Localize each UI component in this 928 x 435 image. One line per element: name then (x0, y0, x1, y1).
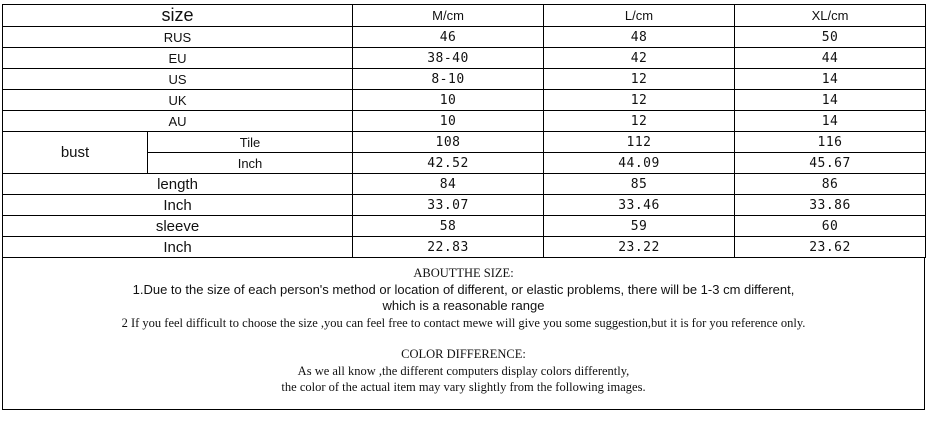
table-cell: 58 (353, 216, 544, 237)
table-row (3, 111, 926, 132)
table-cell: 14 (735, 111, 926, 132)
table-cell: 38-40 (353, 48, 544, 69)
table-cell: 86 (735, 174, 926, 195)
table-cell: 45.67 (735, 153, 926, 174)
header-row (3, 5, 926, 27)
table-cell: 42.52 (353, 153, 544, 174)
row-label-uk: UK (3, 90, 353, 111)
size-header: size (3, 5, 353, 27)
size-note-1: 1.Due to the size of each person's method or location of different, or elastic problems, there will be 1-3 cm different, (132, 281, 795, 297)
table-cell: 60 (735, 216, 926, 237)
table-cell: 85 (544, 174, 735, 195)
table-cell: 116 (735, 132, 926, 153)
row-label-sleeve-inch: Inch (3, 237, 353, 258)
notes-spacer (3, 331, 924, 346)
table-row (3, 90, 926, 111)
table-cell: 12 (544, 111, 735, 132)
size-xl-header: XL/cm (735, 5, 926, 27)
row-label-bust-inch: Inch (148, 153, 353, 174)
table-cell: 23.62 (735, 237, 926, 258)
table-cell: 22.83 (353, 237, 544, 258)
color-note-2: the color of the actual item may vary slightly from the following images. (281, 380, 646, 394)
table-cell: 48 (544, 27, 735, 48)
table-cell: 44 (735, 48, 926, 69)
table-cell: 112 (544, 132, 735, 153)
table-cell: 8-10 (353, 69, 544, 90)
table-cell: 46 (353, 27, 544, 48)
size-m-header: M/cm (353, 5, 544, 27)
notes-panel (2, 258, 925, 410)
table-cell: 33.07 (353, 195, 544, 216)
row-label-rus: RUS (3, 27, 353, 48)
row-label-au: AU (3, 111, 353, 132)
row-label-us: US (3, 69, 353, 90)
table-cell: 12 (544, 90, 735, 111)
table-cell: 10 (353, 90, 544, 111)
row-label-sleeve: sleeve (3, 216, 353, 237)
size-note-1-continued: which is a reasonable range (382, 298, 545, 313)
table-row (3, 237, 926, 258)
table-row (3, 132, 926, 153)
table-row (3, 174, 926, 195)
table-cell: 12 (544, 69, 735, 90)
color-notes-title: COLOR DIFFERENCE: (401, 347, 526, 361)
size-notes-title: ABOUTTHE SIZE: (413, 266, 514, 280)
table-cell: 23.22 (544, 237, 735, 258)
table-row (3, 27, 926, 48)
table-cell: 14 (735, 90, 926, 111)
table-cell: 10 (353, 111, 544, 132)
table-row (3, 195, 926, 216)
table-cell: 59 (544, 216, 735, 237)
table-cell: 33.86 (735, 195, 926, 216)
row-label-length: length (3, 174, 353, 195)
table-row (3, 69, 926, 90)
table-row (3, 216, 926, 237)
table-cell: 84 (353, 174, 544, 195)
table-cell: 33.46 (544, 195, 735, 216)
table-cell: 14 (735, 69, 926, 90)
table-cell: 108 (353, 132, 544, 153)
size-table (2, 4, 926, 258)
table-cell: 50 (735, 27, 926, 48)
table-row (3, 48, 926, 69)
row-label-eu: EU (3, 48, 353, 69)
row-label-tile: Tile (148, 132, 353, 153)
table-cell: 42 (544, 48, 735, 69)
color-note-1: As we all know ,the different computers display colors differently, (297, 363, 630, 378)
table-cell: 44.09 (544, 153, 735, 174)
row-label-bust: bust (3, 132, 148, 174)
size-l-header: L/cm (544, 5, 735, 27)
size-note-2: 2 If you feel difficult to choose the size ,you can feel free to contact mewe will give you some suggestion,but it is for you reference only. (121, 315, 806, 330)
row-label-length-inch: Inch (3, 195, 353, 216)
size-chart (2, 4, 925, 410)
